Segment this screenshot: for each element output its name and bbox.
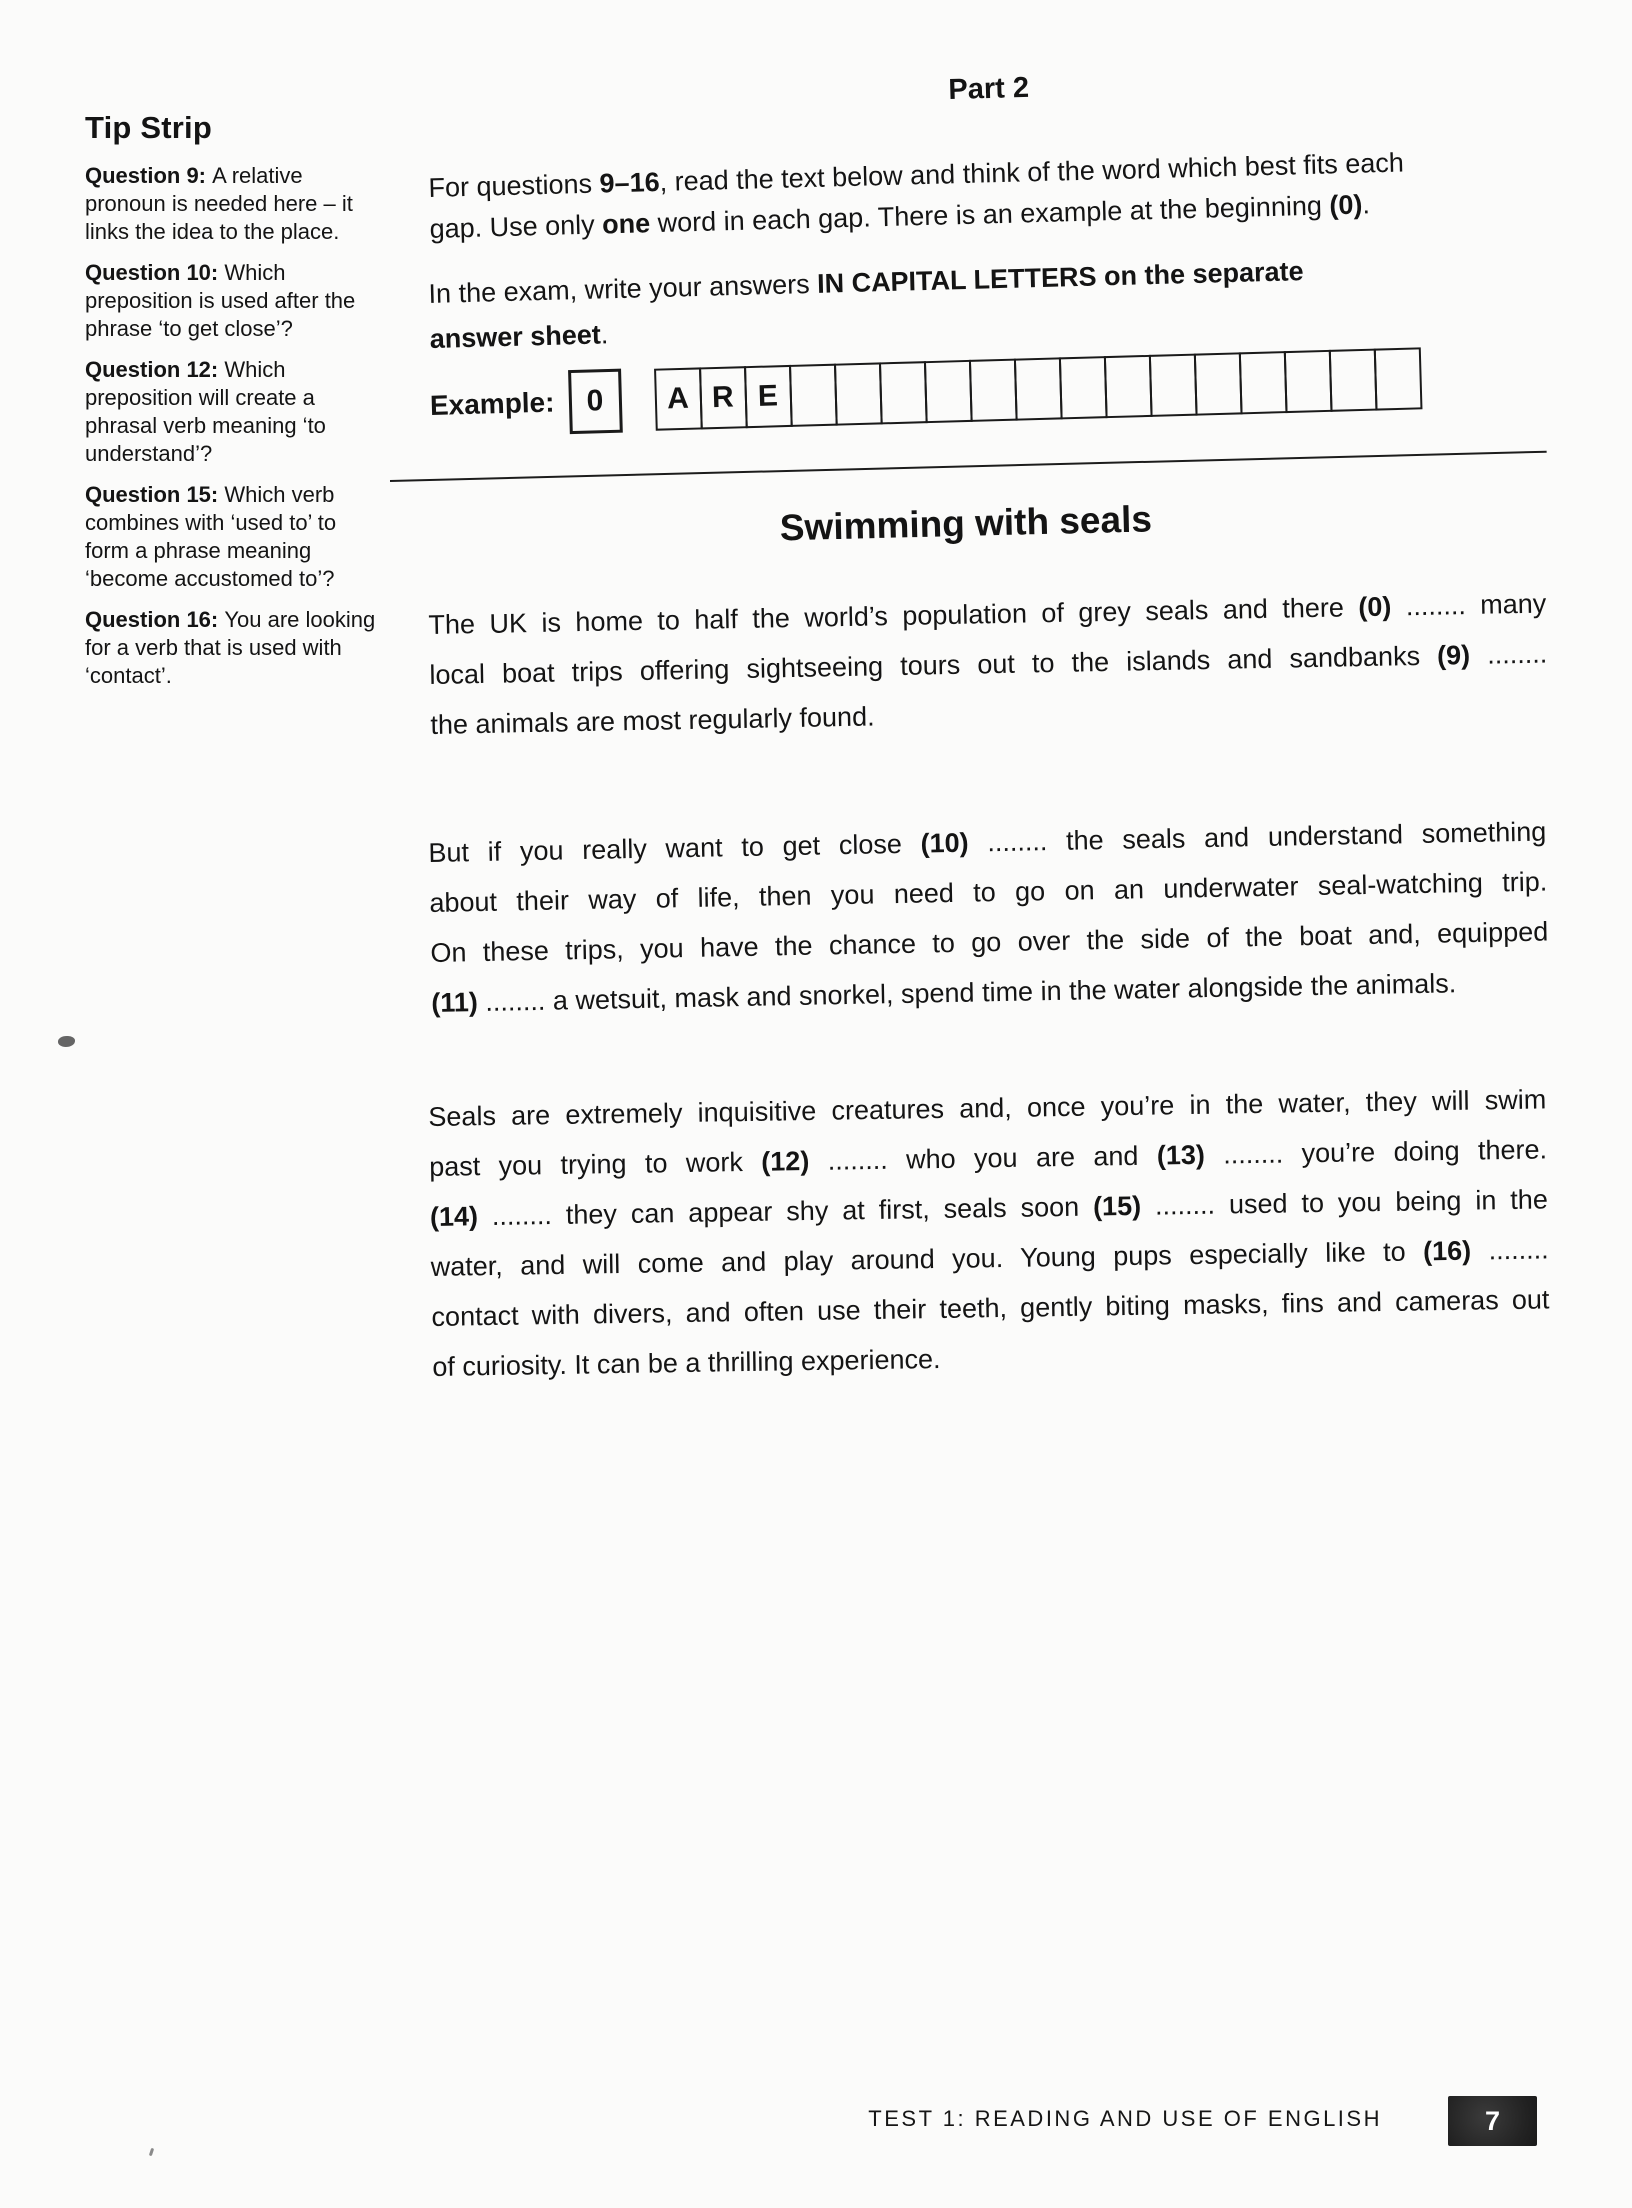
bold-run: one [601, 208, 651, 240]
bold-run: (10) [920, 827, 969, 859]
bold-run: (0) [1328, 189, 1363, 221]
text-run: water, and will come and play around you. Young pups especially like to [430, 1236, 1424, 1282]
example-number-box [568, 369, 623, 434]
tip-question-label: Question 15: [85, 482, 225, 507]
text-run: ........ [1470, 1234, 1549, 1266]
text-run: ........ who you are and [809, 1140, 1158, 1177]
text-run: In the exam, write your answers [428, 268, 818, 309]
exam-note-paragraph [428, 243, 1548, 362]
text-run: gap. Use only [429, 209, 603, 244]
bold-run: (16) [1422, 1235, 1472, 1267]
tip-item [85, 481, 381, 593]
answer-cell-empty [1103, 355, 1152, 418]
text-run: . [600, 319, 609, 350]
footer-section-label: TEST 1: READING AND USE OF ENGLISH [868, 2106, 1382, 2131]
tip-question-label: Question 12: [85, 357, 225, 382]
text-run: The UK is home to half the world’s population of grey seals and there [428, 592, 1359, 640]
example-number: 0 [586, 384, 604, 418]
bold-run: IN CAPITAL LETTERS on the separate [816, 256, 1304, 299]
answer-cell-empty [1013, 357, 1062, 420]
tip-text: Which preposition is used after the phrase ‘to get close’? [85, 260, 356, 341]
text-run: But if you really want to get close [428, 828, 921, 868]
bold-run: (11) [431, 987, 479, 1018]
answer-cell-filled: E [744, 365, 793, 428]
text-run: ........ many [1391, 588, 1547, 622]
text-run: ........ used to you being in the [1140, 1184, 1549, 1221]
tip-question-label: Question 9: [85, 163, 213, 188]
answer-cell-empty [968, 359, 1017, 422]
text-run: On these trips, you have the chance to go over the side of the boat and, equipped [430, 916, 1549, 968]
tip-text: You are looking for a verb that is used with ‘contact’. [85, 607, 376, 688]
text-run: about their way of life, then you need to go on an underwater seal-watching trip. [429, 866, 1548, 918]
ink-speck-artifact [149, 2148, 154, 2157]
text-run: ........ you’re doing there. [1204, 1134, 1548, 1170]
tip-strip-title: Tip Strip [85, 110, 212, 145]
answer-cell-empty [878, 361, 927, 424]
answer-cell-empty [923, 360, 972, 423]
tip-item [85, 606, 381, 690]
answer-cell-filled: R [699, 366, 748, 429]
answer-strip [654, 347, 1422, 430]
tip-strip-items [85, 162, 381, 690]
answer-cell-empty [1283, 350, 1332, 413]
answer-cell-empty [1148, 354, 1197, 417]
answer-cell-empty [833, 362, 882, 425]
bold-run: (15) [1092, 1190, 1142, 1222]
answer-cell-empty [1058, 356, 1107, 419]
text-run: , read the text below and think of the word which best fits each [659, 147, 1405, 197]
text-run: contact with divers, and often use their teeth, gently biting masks, fins and cameras out [431, 1284, 1550, 1332]
bold-run: (13) [1156, 1139, 1206, 1171]
text-run: For questions [428, 168, 600, 203]
page-number-box [1448, 2096, 1537, 2146]
tip-item [85, 162, 381, 246]
bold-run: (14) [429, 1201, 479, 1232]
text-run: . [1361, 189, 1371, 220]
answer-cell-empty [1193, 352, 1242, 415]
bold-run: (0) [1358, 591, 1392, 623]
part-title: Part 2 [948, 71, 1030, 106]
text-run: ........ they can appear shy at first, seals soon [477, 1191, 1094, 1232]
section-divider [390, 451, 1547, 482]
article-paragraph-3 [428, 1074, 1551, 1392]
tip-text: Which preposition will create a phrasal verb meaning ‘to understand’? [85, 357, 326, 466]
bold-run: answer sheet [429, 319, 602, 354]
text-run: word in each gap. There is an example at the beginning [649, 190, 1330, 239]
example-label: Example: [429, 386, 555, 421]
article-paragraph-1 [428, 579, 1549, 750]
tip-question-label: Question 16: [85, 607, 225, 632]
answer-cell-filled: A [654, 367, 703, 430]
answer-cell-empty [1238, 351, 1287, 414]
instructions-paragraph [428, 139, 1548, 250]
text-run: ........ a wetsuit, mask and snorkel, spend time in the water alongside the animals. [477, 968, 1457, 1018]
text-run: local boat trips offering sightseeing tours out to the islands and sandbanks [429, 640, 1438, 690]
bold-run: (9) [1436, 640, 1471, 671]
text-run: ........ the seals and understand something [968, 816, 1547, 858]
tip-item [85, 356, 381, 468]
article-paragraph-2 [428, 807, 1550, 1028]
ink-blot-artifact [58, 1036, 75, 1047]
text-run: ........ [1469, 638, 1548, 671]
answer-cell-empty [1328, 349, 1377, 412]
text-run: past you trying to work [428, 1146, 762, 1182]
text-run: Seals are extremely inquisitive creatures and, once you’re in the water, they will swim [428, 1084, 1547, 1132]
text-run: the animals are most regularly found. [430, 701, 875, 740]
text-run: of curiosity. It can be a thrilling experience. [432, 1343, 941, 1382]
answer-cell-empty [1373, 347, 1422, 410]
example-row [429, 346, 1422, 438]
bold-run: (12) [761, 1146, 810, 1177]
tip-item [85, 259, 381, 343]
page-number: 7 [1484, 2105, 1501, 2136]
tip-text: A relative pronoun is needed here – it links the idea to the place. [85, 163, 353, 244]
answer-cell-empty [788, 364, 837, 427]
bold-run: 9–16 [599, 166, 661, 199]
tip-question-label: Question 10: [85, 260, 225, 285]
tip-text: Which verb combines with ‘used to’ to form a phrase meaning ‘become accustomed to’? [85, 482, 337, 591]
article-title: Swimming with seals [779, 498, 1153, 549]
tip-strip [85, 110, 381, 703]
